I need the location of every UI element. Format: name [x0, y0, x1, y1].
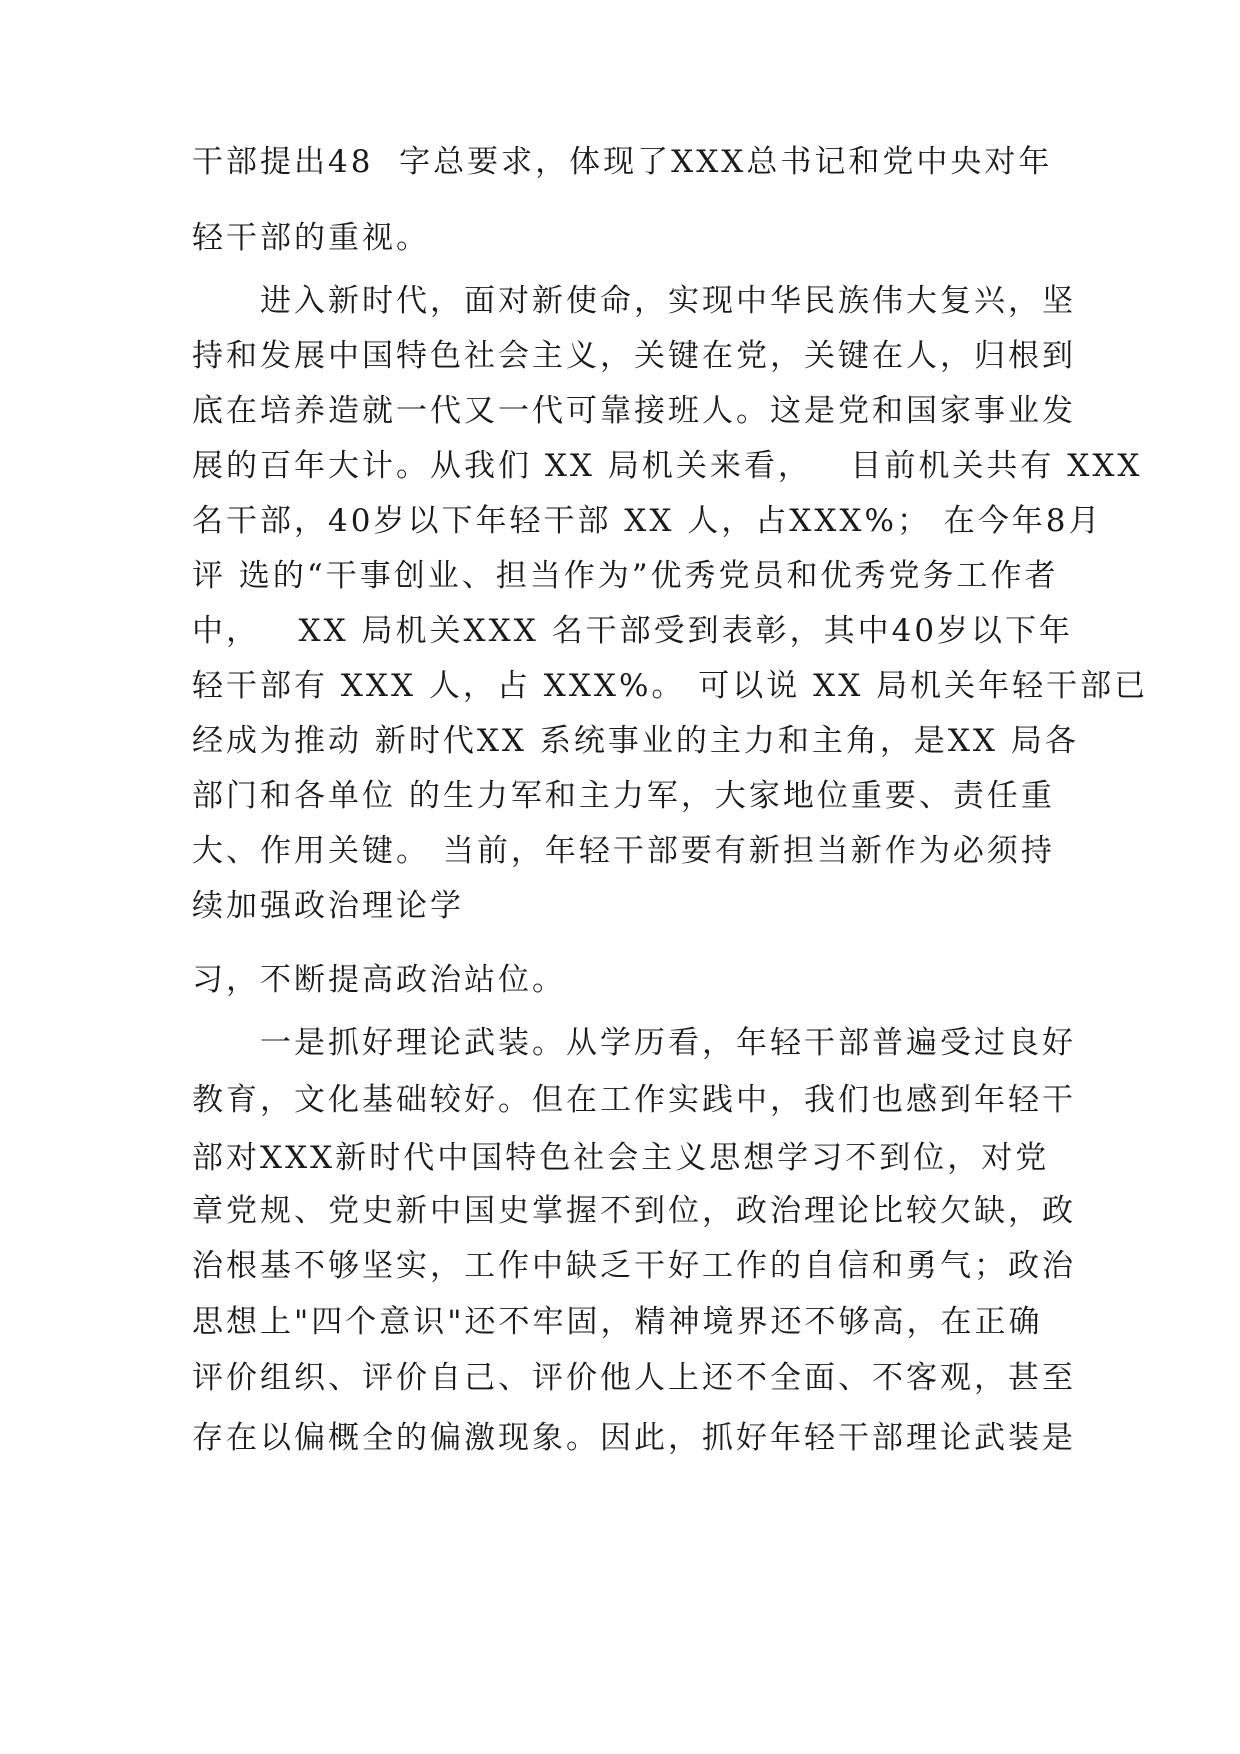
text-line: 评 选的“干事创业、担当作为”优秀党员和优秀党务工作者 — [192, 558, 1059, 594]
text-line: 展的百年大计。从我们 XX 局机关来看， 目前机关共有 XXX — [192, 448, 1143, 484]
text-line: 干部提出48 字总要求，体现了XXX总书记和党中央对年 — [192, 144, 1053, 180]
text-line: 章党规、党史新中国史掌握不到位，政治理论比较欠缺，政 — [192, 1193, 1076, 1229]
text-line: 轻干部的重视。 — [192, 220, 430, 256]
paragraph-start-line: 进入新时代，面对新使命，实现中华民族伟大复兴，坚 — [192, 283, 1076, 319]
text-line: 名干部，40岁以下年轻干部 XX 人，占XXX%； 在今年8月 — [192, 503, 1103, 539]
text-line: 习，不断提高政治站位。 — [192, 962, 566, 998]
text-line: 经成为推动 新时代XX 系统事业的主力和主角，是XX 局各 — [192, 723, 1079, 759]
paragraph-start-line: 一是抓好理论武装。从学历看，年轻干部普遍受过良好 — [192, 1025, 1076, 1061]
text-line: 教育，文化基础较好。但在工作实践中，我们也感到年轻干 — [192, 1082, 1076, 1118]
text-line: 轻干部有 XXX 人，占 XXX%。 可以说 XX 局机关年轻干部已 — [192, 668, 1149, 704]
text-line: 评价组织、评价自己、评价他人上还不全面、不客观，甚至 — [192, 1360, 1076, 1396]
text-line: 大、作用关键。 当前，年轻干部要有新担当新作为必须持 — [192, 833, 1055, 869]
text-line: 底在培养造就一代又一代可靠接班人。这是党和国家事业发 — [192, 393, 1076, 429]
text-line: 思想上"四个意识"还不牢固，精神境界还不够高，在正确 — [192, 1304, 1043, 1340]
text-line: 中， XX 局机关XXX 名干部受到表彰，其中40岁以下年 — [192, 613, 1074, 649]
text-line: 部门和各单位 的生力军和主力军，大家地位重要、责任重 — [192, 778, 1055, 814]
text-line: 部对XXX新时代中国特色社会主义思想学习不到位，对党 — [192, 1140, 1050, 1176]
text-line: 存在以偏概全的偏激现象。因此，抓好年轻干部理论武装是 — [192, 1420, 1076, 1456]
text-line: 持和发展中国特色社会主义，关键在党，关键在人，归根到 — [192, 338, 1076, 374]
text-line: 续加强政治理论学 — [192, 888, 464, 924]
text-line: 治根基不够坚实，工作中缺乏干好工作的自信和勇气；政治 — [192, 1248, 1076, 1284]
